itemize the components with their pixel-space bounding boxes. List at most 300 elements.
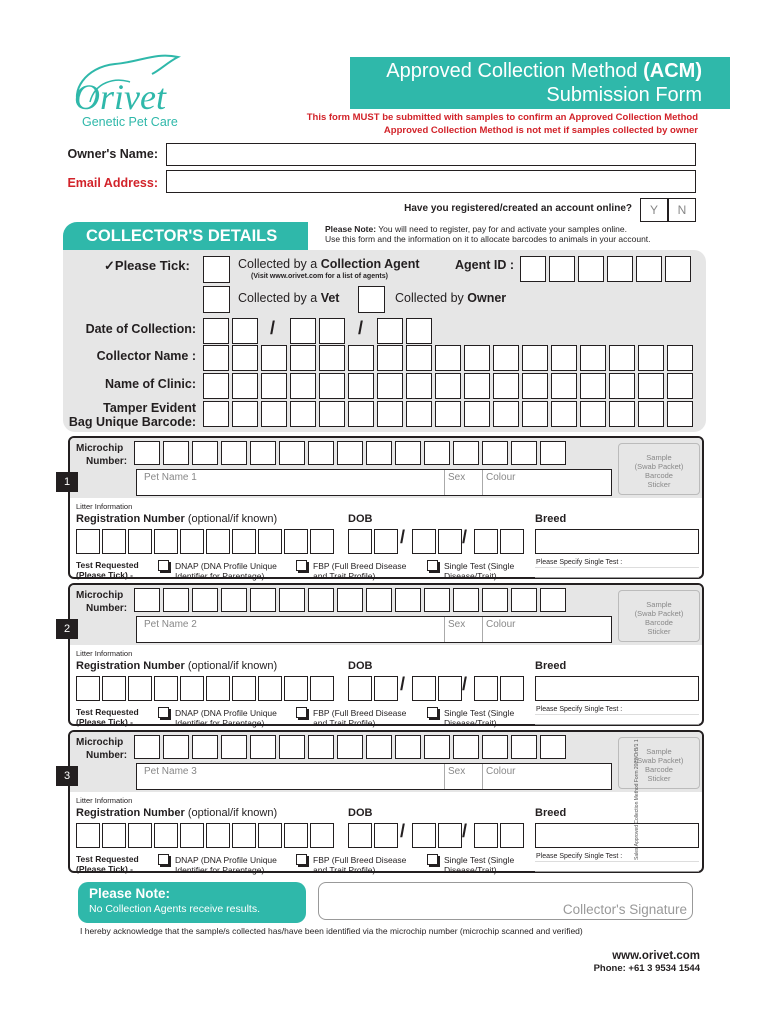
- registration-cell[interactable]: [128, 823, 152, 848]
- microchip-cell[interactable]: [424, 588, 450, 612]
- clinic-name-cells[interactable]: [203, 373, 696, 399]
- dob-cell[interactable]: [438, 823, 462, 848]
- registration-label-bold: Registration Number: [76, 807, 185, 819]
- register-note-line2: Use this form and the information on it to allocate barcodes to animals in your account.: [325, 234, 651, 244]
- tamper-barcode-cell[interactable]: [348, 401, 374, 427]
- collector-name-cell[interactable]: [580, 345, 606, 371]
- microchip-cells[interactable]: [134, 588, 569, 612]
- registration-cell[interactable]: [154, 823, 178, 848]
- agent-id-label: Agent ID :: [455, 258, 515, 272]
- agent-checkbox[interactable]: [203, 256, 230, 283]
- title-line2: Submission Form: [546, 84, 702, 106]
- dnap-line1: DNAP (DNA Profile Unique: [175, 855, 277, 865]
- agent-id-cell[interactable]: [578, 256, 604, 282]
- fbp-label: [313, 855, 406, 875]
- dob-label: DOB: [348, 660, 373, 672]
- microchip-cell[interactable]: [366, 588, 392, 612]
- clinic-name-cell[interactable]: [232, 373, 258, 399]
- tamper-barcode-cell[interactable]: [493, 401, 519, 427]
- dob-cell[interactable]: [500, 676, 524, 701]
- collector-name-cell[interactable]: [232, 345, 258, 371]
- registration-cell[interactable]: [128, 676, 152, 701]
- test-label-line2: (Please Tick) -: [76, 570, 134, 580]
- clinic-name-cell[interactable]: [638, 373, 664, 399]
- microchip-cell[interactable]: [482, 735, 508, 759]
- agent-id-cell[interactable]: [607, 256, 633, 282]
- registration-label-bold: Registration Number: [76, 660, 185, 672]
- registration-label: [76, 513, 277, 525]
- dob-slash: /: [462, 674, 468, 694]
- clinic-name-cell[interactable]: [493, 373, 519, 399]
- clinic-name-cell[interactable]: [203, 373, 229, 399]
- collector-name-cells[interactable]: [203, 345, 696, 371]
- microchip-cell[interactable]: [511, 441, 537, 465]
- registration-cell[interactable]: [102, 529, 126, 554]
- agent-id-cell[interactable]: [549, 256, 575, 282]
- dob-cell[interactable]: [412, 529, 436, 554]
- clinic-name-cell[interactable]: [406, 373, 432, 399]
- dob-cell[interactable]: [348, 823, 372, 848]
- pet-info-field[interactable]: [136, 469, 612, 496]
- microchip-cell[interactable]: [511, 735, 537, 759]
- colour-field[interactable]: Colour: [482, 764, 515, 789]
- dob-slash: /: [462, 527, 468, 547]
- single-test-checkbox[interactable]: [427, 560, 438, 571]
- microchip-cell[interactable]: [250, 735, 276, 759]
- dob-cell[interactable]: [500, 823, 524, 848]
- clinic-name-cell[interactable]: [522, 373, 548, 399]
- dob-cell[interactable]: [438, 529, 462, 554]
- test-requested-label: [76, 560, 139, 580]
- tamper-barcode-cells[interactable]: [203, 401, 696, 427]
- dob-year-cells[interactable]: [474, 529, 526, 554]
- pet-block: [68, 436, 704, 579]
- date-month-cells[interactable]: [290, 318, 348, 344]
- registration-cell[interactable]: [310, 529, 334, 554]
- fbp-line2: and Trait Profile): [313, 571, 376, 581]
- breed-label: Breed: [535, 660, 567, 672]
- registration-cell[interactable]: [258, 676, 282, 701]
- registration-cell[interactable]: [76, 529, 100, 554]
- dob-cell[interactable]: [348, 676, 372, 701]
- clinic-name-cell[interactable]: [261, 373, 287, 399]
- dob-cell[interactable]: [474, 676, 498, 701]
- tamper-barcode-cell[interactable]: [667, 401, 693, 427]
- dob-month-cells[interactable]: [412, 676, 464, 701]
- pet-number-tag: 2: [56, 619, 78, 639]
- sex-field[interactable]: Sex: [444, 617, 465, 642]
- registered-no[interactable]: N: [668, 198, 696, 222]
- collector-name-cell[interactable]: [493, 345, 519, 371]
- breed-field[interactable]: [535, 529, 699, 554]
- collector-name-cell[interactable]: [435, 345, 461, 371]
- pet-number-tag: 3: [56, 766, 78, 786]
- dob-slash: /: [462, 821, 468, 841]
- date-cell[interactable]: [377, 318, 403, 344]
- owner-pre: Collected by: [395, 291, 468, 305]
- microchip-cell[interactable]: [540, 735, 566, 759]
- fbp-label: [313, 561, 406, 581]
- microchip-cell[interactable]: [395, 735, 421, 759]
- date-cell[interactable]: [232, 318, 258, 344]
- microchip-cell[interactable]: [395, 441, 421, 465]
- microchip-cell[interactable]: [134, 735, 160, 759]
- registration-cell[interactable]: [102, 676, 126, 701]
- sample-barcode-sticker: [618, 443, 700, 495]
- microchip-cell[interactable]: [482, 441, 508, 465]
- microchip-cell[interactable]: [366, 441, 392, 465]
- registration-cell[interactable]: [154, 529, 178, 554]
- registration-cells[interactable]: [76, 676, 336, 701]
- specify-test-field[interactable]: [535, 567, 699, 578]
- sticker-line: Sticker: [647, 480, 671, 489]
- tamper-barcode-cell[interactable]: [377, 401, 403, 427]
- dob-month-cells[interactable]: [412, 823, 464, 848]
- header-notice: [250, 111, 698, 137]
- microchip-cells[interactable]: [134, 441, 569, 465]
- dob-cell[interactable]: [348, 529, 372, 554]
- microchip-cell[interactable]: [540, 588, 566, 612]
- agent-option-label: [238, 257, 420, 271]
- clinic-name-cell[interactable]: [551, 373, 577, 399]
- sticker-line: Sample: [646, 453, 672, 462]
- dnap-checkbox[interactable]: [158, 854, 169, 865]
- dob-cell[interactable]: [500, 529, 524, 554]
- owner-name-label: Owner's Name:: [67, 147, 158, 161]
- collector-name-cell[interactable]: [667, 345, 693, 371]
- microchip-label: [76, 589, 127, 615]
- email-field[interactable]: [166, 170, 696, 193]
- pet-name-placeholder: Pet Name 3: [144, 766, 197, 777]
- registration-cell[interactable]: [284, 823, 308, 848]
- dob-cell[interactable]: [412, 676, 436, 701]
- microchip-cell[interactable]: [250, 441, 276, 465]
- form-title-banner: [350, 57, 730, 109]
- tamper-barcode-cell[interactable]: [319, 401, 345, 427]
- owner-checkbox[interactable]: [358, 286, 385, 313]
- fbp-checkbox[interactable]: [296, 854, 307, 865]
- dob-day-cells[interactable]: [348, 676, 400, 701]
- signature-field[interactable]: [318, 882, 693, 920]
- tamper-label: [60, 401, 196, 429]
- microchip-cell[interactable]: [134, 588, 160, 612]
- collector-name-cell[interactable]: [261, 345, 287, 371]
- fbp-line1: FBP (Full Breed Disease: [313, 561, 407, 571]
- microchip-cell[interactable]: [453, 441, 479, 465]
- microchip-cell[interactable]: [482, 588, 508, 612]
- microchip-cell[interactable]: [134, 441, 160, 465]
- registration-cell[interactable]: [232, 676, 256, 701]
- microchip-cell[interactable]: [395, 588, 421, 612]
- registration-cell[interactable]: [128, 529, 152, 554]
- clinic-name-cell[interactable]: [377, 373, 403, 399]
- dob-cell[interactable]: [374, 823, 398, 848]
- microchip-cells[interactable]: [134, 735, 569, 759]
- microchip-cell[interactable]: [221, 588, 247, 612]
- registration-cells[interactable]: [76, 823, 336, 848]
- registration-cell[interactable]: [102, 823, 126, 848]
- clinic-name-cell[interactable]: [464, 373, 490, 399]
- registration-cell[interactable]: [180, 823, 204, 848]
- microchip-cell[interactable]: [337, 588, 363, 612]
- microchip-cell[interactable]: [308, 441, 334, 465]
- please-note-text: No Collection Agents receive results.: [89, 903, 260, 915]
- microchip-cell[interactable]: [221, 441, 247, 465]
- dob-label: DOB: [348, 807, 373, 819]
- microchip-cell[interactable]: [540, 441, 566, 465]
- please-tick-label: ✓Please Tick:: [104, 258, 190, 273]
- collector-name-cell[interactable]: [522, 345, 548, 371]
- specify-test-field[interactable]: [535, 714, 699, 725]
- agent-id-cell[interactable]: [636, 256, 662, 282]
- microchip-cell[interactable]: [163, 735, 189, 759]
- dob-month-cells[interactable]: [412, 529, 464, 554]
- microchip-cell[interactable]: [366, 735, 392, 759]
- tamper-line2: Bag Unique Barcode:: [68, 415, 196, 429]
- register-note-line1: You will need to register, pay for and activate your samples online.: [376, 224, 627, 234]
- registration-cell[interactable]: [310, 823, 334, 848]
- tamper-barcode-cell[interactable]: [406, 401, 432, 427]
- tamper-barcode-cell[interactable]: [551, 401, 577, 427]
- brand-name: Orivet: [74, 77, 166, 117]
- dob-cell[interactable]: [474, 823, 498, 848]
- fbp-line2: and Trait Profile): [313, 718, 376, 728]
- agent-pre: Collected by a: [238, 257, 321, 271]
- clinic-name-cell[interactable]: [290, 373, 316, 399]
- registration-label: [76, 807, 277, 819]
- registration-cell[interactable]: [232, 823, 256, 848]
- microchip-cell[interactable]: [279, 735, 305, 759]
- microchip-cell[interactable]: [192, 735, 218, 759]
- sample-barcode-sticker: [618, 737, 700, 789]
- sex-field[interactable]: Sex: [444, 470, 465, 495]
- test-label-line1: Test Requested: [76, 560, 139, 570]
- single-test-checkbox[interactable]: [427, 854, 438, 865]
- registration-cell[interactable]: [154, 676, 178, 701]
- specify-test-label: Please Specify Single Test :: [536, 559, 623, 566]
- pet-block: [68, 730, 704, 873]
- vet-pre: Collected by a: [238, 291, 321, 305]
- registration-cell[interactable]: [206, 676, 230, 701]
- tamper-barcode-cell[interactable]: [232, 401, 258, 427]
- owner-name-field[interactable]: [166, 143, 696, 166]
- clinic-name-cell[interactable]: [319, 373, 345, 399]
- acknowledgement: I hereby acknowledge that the sample/s collected has/have been identified via the microchip number (microchip scanned and verified): [80, 926, 583, 936]
- date-cell[interactable]: [319, 318, 345, 344]
- dob-cell[interactable]: [474, 529, 498, 554]
- collector-name-cell[interactable]: [464, 345, 490, 371]
- litter-info-label: Litter Information: [76, 502, 133, 511]
- website: www.orivet.com: [612, 950, 700, 962]
- tamper-barcode-cell[interactable]: [580, 401, 606, 427]
- collector-name-cell[interactable]: [638, 345, 664, 371]
- pet-info-field[interactable]: [136, 763, 612, 790]
- tamper-barcode-cell[interactable]: [522, 401, 548, 427]
- collector-name-cell[interactable]: [551, 345, 577, 371]
- dob-slash: /: [400, 527, 406, 547]
- registered-yes[interactable]: Y: [640, 198, 668, 222]
- microchip-cell[interactable]: [453, 588, 479, 612]
- register-note: [325, 224, 705, 244]
- collector-name-cell[interactable]: [406, 345, 432, 371]
- sticker-line: Barcode: [645, 471, 673, 480]
- collector-name-cell[interactable]: [319, 345, 345, 371]
- sticker-line: Sticker: [647, 627, 671, 636]
- microchip-cell[interactable]: [279, 588, 305, 612]
- registration-cell[interactable]: [258, 823, 282, 848]
- microchip-cell[interactable]: [308, 735, 334, 759]
- tamper-barcode-cell[interactable]: [609, 401, 635, 427]
- microchip-cell[interactable]: [337, 735, 363, 759]
- microchip-cell[interactable]: [163, 588, 189, 612]
- registration-cell[interactable]: [206, 529, 230, 554]
- dnap-checkbox[interactable]: [158, 560, 169, 571]
- microchip-cell[interactable]: [424, 441, 450, 465]
- date-year-cells[interactable]: [377, 318, 435, 344]
- breed-field[interactable]: [535, 823, 699, 848]
- registration-cells[interactable]: [76, 529, 336, 554]
- single-test-checkbox[interactable]: [427, 707, 438, 718]
- single-line2: Disease/Trait): [444, 571, 497, 581]
- colour-field[interactable]: Colour: [482, 617, 515, 642]
- sex-field[interactable]: Sex: [444, 764, 465, 789]
- collector-name-cell[interactable]: [290, 345, 316, 371]
- dob-cell[interactable]: [412, 823, 436, 848]
- tamper-barcode-cell[interactable]: [203, 401, 229, 427]
- collector-name-cell[interactable]: [609, 345, 635, 371]
- fbp-checkbox[interactable]: [296, 560, 307, 571]
- pet-info-field[interactable]: [136, 616, 612, 643]
- fbp-label: [313, 708, 406, 728]
- microchip-cell[interactable]: [337, 441, 363, 465]
- registration-cell[interactable]: [180, 529, 204, 554]
- single-line2: Disease/Trait): [444, 718, 497, 728]
- fbp-line1: FBP (Full Breed Disease: [313, 708, 407, 718]
- notice-line1: This form MUST be submitted with samples to confirm an Approved Collection Method: [306, 112, 698, 123]
- registration-label-light: (optional/if known): [184, 807, 278, 819]
- date-cell[interactable]: [406, 318, 432, 344]
- registration-cell[interactable]: [310, 676, 334, 701]
- sticker-line: (Swab Packet): [634, 609, 684, 618]
- microchip-label-line2: Number:: [86, 750, 128, 761]
- specify-test-label: Please Specify Single Test :: [536, 853, 623, 860]
- tamper-barcode-cell[interactable]: [464, 401, 490, 427]
- tamper-barcode-cell[interactable]: [290, 401, 316, 427]
- dnap-label: [175, 561, 277, 581]
- dob-day-cells[interactable]: [348, 823, 400, 848]
- single-test-label: [444, 708, 514, 728]
- clinic-name-cell[interactable]: [667, 373, 693, 399]
- dob-year-cells[interactable]: [474, 823, 526, 848]
- side-form-code: Sales Approved Collection Method Form 2022/OrB/1 1: [634, 739, 640, 860]
- microchip-cell[interactable]: [192, 441, 218, 465]
- registration-cell[interactable]: [180, 676, 204, 701]
- registered-question: Have you registered/created an account online?: [404, 203, 632, 214]
- agent-id-cell[interactable]: [665, 256, 691, 282]
- vet-checkbox[interactable]: [203, 286, 230, 313]
- dob-slash: /: [400, 821, 406, 841]
- dob-cell[interactable]: [438, 676, 462, 701]
- microchip-cell[interactable]: [250, 588, 276, 612]
- clinic-name-cell[interactable]: [348, 373, 374, 399]
- tamper-barcode-cell[interactable]: [435, 401, 461, 427]
- microchip-label: [76, 736, 127, 762]
- dnap-label: [175, 708, 277, 728]
- dnap-checkbox[interactable]: [158, 707, 169, 718]
- fbp-line2: and Trait Profile): [313, 865, 376, 875]
- dob-cell[interactable]: [374, 529, 398, 554]
- fbp-checkbox[interactable]: [296, 707, 307, 718]
- tamper-barcode-cell[interactable]: [261, 401, 287, 427]
- breed-label: Breed: [535, 513, 567, 525]
- single-test-label: [444, 561, 514, 581]
- single-line2: Disease/Trait): [444, 865, 497, 875]
- phone: Phone: +61 3 9534 1544: [593, 963, 700, 974]
- microchip-cell[interactable]: [453, 735, 479, 759]
- sticker-line: Barcode: [645, 618, 673, 627]
- agent-id-cell[interactable]: [520, 256, 546, 282]
- registration-cell[interactable]: [258, 529, 282, 554]
- collector-name-cell[interactable]: [203, 345, 229, 371]
- colour-field[interactable]: Colour: [482, 470, 515, 495]
- clinic-name-cell[interactable]: [580, 373, 606, 399]
- sticker-line: Sticker: [647, 774, 671, 783]
- test-requested-label: [76, 707, 139, 727]
- microchip-cell[interactable]: [279, 441, 305, 465]
- microchip-cell[interactable]: [308, 588, 334, 612]
- date-cell[interactable]: [203, 318, 229, 344]
- dnap-line2: Identifier for Parentage): [175, 718, 265, 728]
- breed-field[interactable]: [535, 676, 699, 701]
- microchip-cell[interactable]: [192, 588, 218, 612]
- sticker-line: (Swab Packet): [634, 462, 684, 471]
- microchip-cell[interactable]: [511, 588, 537, 612]
- registration-cell[interactable]: [206, 823, 230, 848]
- owner-option-label: [395, 291, 506, 305]
- microchip-cell[interactable]: [163, 441, 189, 465]
- sample-barcode-sticker: [618, 590, 700, 642]
- tamper-barcode-cell[interactable]: [638, 401, 664, 427]
- date-slash-1: /: [270, 318, 276, 338]
- dob-year-cells[interactable]: [474, 676, 526, 701]
- registration-cell[interactable]: [284, 676, 308, 701]
- test-label-line1: Test Requested: [76, 854, 139, 864]
- date-day-cells[interactable]: [203, 318, 261, 344]
- registration-label-light: (optional/if known): [184, 513, 278, 525]
- dob-cell[interactable]: [374, 676, 398, 701]
- microchip-cell[interactable]: [424, 735, 450, 759]
- microchip-label-line2: Number:: [86, 456, 128, 467]
- microchip-label-line2: Number:: [86, 603, 128, 614]
- specify-test-field[interactable]: [535, 861, 699, 872]
- orivet-logo: [60, 52, 200, 132]
- agent-id-cells[interactable]: [520, 256, 694, 282]
- collector-name-cell[interactable]: [377, 345, 403, 371]
- title-acm: (ACM): [643, 60, 702, 82]
- microchip-cell[interactable]: [221, 735, 247, 759]
- pet-block: [68, 583, 704, 726]
- registration-cell[interactable]: [76, 676, 100, 701]
- dob-day-cells[interactable]: [348, 529, 400, 554]
- registration-cell[interactable]: [232, 529, 256, 554]
- clinic-name-cell[interactable]: [609, 373, 635, 399]
- collector-name-cell[interactable]: [348, 345, 374, 371]
- clinic-name-cell[interactable]: [435, 373, 461, 399]
- registration-cell[interactable]: [76, 823, 100, 848]
- registration-cell[interactable]: [284, 529, 308, 554]
- litter-info-label: Litter Information: [76, 649, 133, 658]
- date-cell[interactable]: [290, 318, 316, 344]
